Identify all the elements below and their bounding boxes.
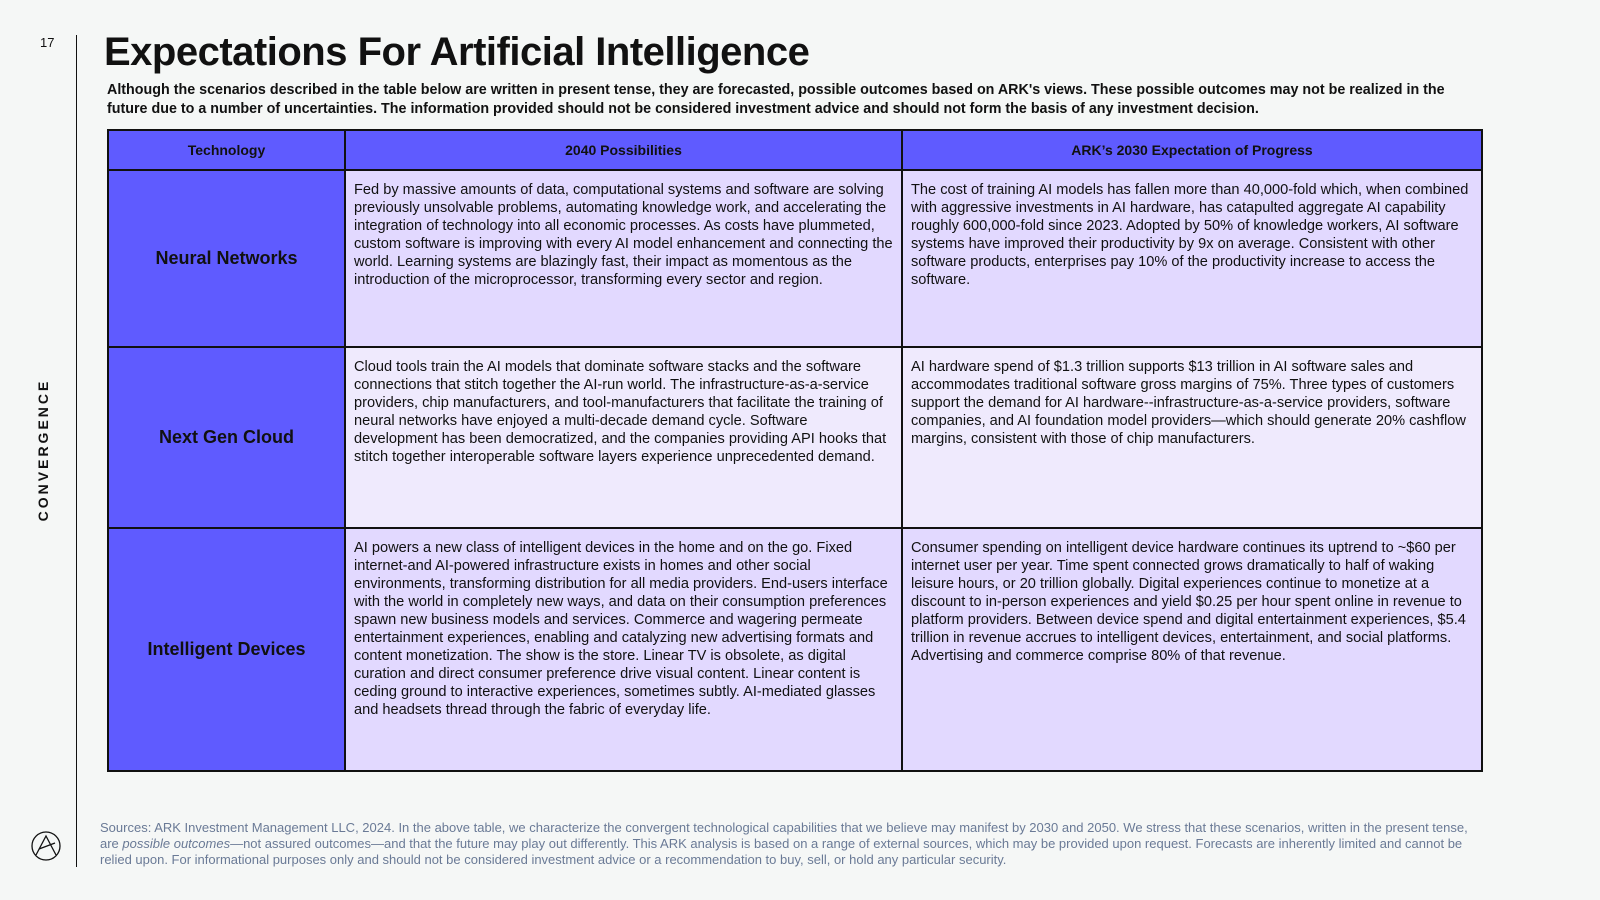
footnote-emphasis: possible outcomes bbox=[122, 836, 231, 851]
technology-cell: Neural Networks bbox=[108, 170, 345, 347]
table-row bbox=[108, 347, 1482, 528]
sources-footnote bbox=[100, 820, 1480, 868]
technology-cell: Intelligent Devices bbox=[108, 528, 345, 771]
expectation-cell: The cost of training AI models has fallen more than 40,000-fold which, when combined with aggressive investments in AI hardware, has catapulted aggregate AI capability roughly 600,000-fold since 2023. Adopted by 50% of knowledge workers, AI software systems have improved their productivity by 9x on average. Consistent with other software products, enterprises pay 10% of the productivity increase to access the software. bbox=[902, 170, 1482, 347]
possibilities-cell: Cloud tools train the AI models that dominate software stacks and the software connections that stitch together the AI-run world. The infrastructure-as-a-service providers, chip manufacturers, and tool-manufacturers that facilitate the training of neural networks have enjoyed a multi-decade demand cycle. Software development has been democratized, and the companies providing API hooks that stitch together interoperable software layers experience unprecedented demand. bbox=[345, 347, 902, 528]
page-number: 17 bbox=[40, 35, 55, 50]
divider-line bbox=[76, 35, 77, 867]
possibilities-cell: Fed by massive amounts of data, computational systems and software are solving previously unsolvable problems, automating knowledge work, and accelerating the integration of technology into all economic processes. As costs have plummeted, custom software is improving with every AI model enhancement and connecting the world. Learning systems are blazingly fast, their impact as momentous as the introduction of the microprocessor, transforming every sector and region. bbox=[345, 170, 902, 347]
table-row bbox=[108, 528, 1482, 771]
footnote-text-1: Sources: ARK Investment Management LLC, 2024. In the above table, we characterize the convergent technological capabilities that we believe may manifest by 2030 and 2050. We stress that these scenarios, written in the present tense, are bbox=[100, 820, 1468, 851]
section-label: CONVERGENCE bbox=[35, 378, 51, 522]
disclaimer-subtitle: Although the scenarios described in the table below are written in present tense, they are forecasted, possible outcomes based on ARK's views. These possible outcomes may not be realized in the future due to a number of uncertainties. The information provided should not be considered investment advice and should not form the basis of any investment decision. bbox=[107, 82, 1445, 117]
expectations-table bbox=[107, 129, 1483, 772]
table-row bbox=[108, 170, 1482, 347]
possibilities-cell: AI powers a new class of intelligent devices in the home and on the go. Fixed internet-and AI-powered infrastructure exists in homes and other social environments, transforming distribution for all media providers. End-users interface with the world in completely new ways, and data on their consumption preferences spawn new business models and services. Commerce and wagering permeate entertainment experiences, enabling and catalyzing new advertising formats and content monetization. The show is the store. Linear TV is obsolete, as digital curation and direct consumer preference drive visual content. Linear content is ceding ground to interactive experiences, sometimes subtly. AI-mediated glasses and headsets thread through the fabric of everyday life. bbox=[345, 528, 902, 771]
ark-logo-icon bbox=[30, 830, 62, 862]
header-2040-possibilities: 2040 Possibilities bbox=[345, 130, 902, 170]
footnote-text-2: —not assured outcomes—and that the future may play out differently. This ARK analysis is based on a range of external sources, which may be provided upon request. Forecasts are inherently limited and cannot be relied upon. For informational purposes only and should not be considered investment advice or a recommendation to buy, sell, or hold any particular security. bbox=[100, 836, 1463, 867]
header-technology: Technology bbox=[108, 130, 345, 170]
expectation-cell: Consumer spending on intelligent device hardware continues its uptrend to ~$60 per internet user per year. Time spent connected grows dramatically to half of waking leisure hours, or 20 trillion globally. Digital experiences continue to monetize at a discount to in-person experiences and yield $0.25 per hour spent online in revenue to platform providers. Between device spend and digital entertainment experiences, $5.4 trillion in revenue accrues to intelligent devices, entertainment, and social platforms. Advertising and commerce comprise 80% of that revenue. bbox=[902, 528, 1482, 771]
expectation-cell: AI hardware spend of $1.3 trillion supports $13 trillion in AI software sales and accommodates traditional software gross margins of 75%. Three types of customers support the demand for AI hardware--infrastructure-as-a-service providers, software companies, and AI foundation model providers—which should generate 20% cashflow margins, consistent with those of chip manufacturers. bbox=[902, 347, 1482, 528]
header-2030-expectation: ARK’s 2030 Expectation of Progress bbox=[902, 130, 1482, 170]
page-title: Expectations For Artificial Intelligence bbox=[104, 30, 810, 74]
table-header-row bbox=[108, 130, 1482, 170]
technology-cell: Next Gen Cloud bbox=[108, 347, 345, 528]
